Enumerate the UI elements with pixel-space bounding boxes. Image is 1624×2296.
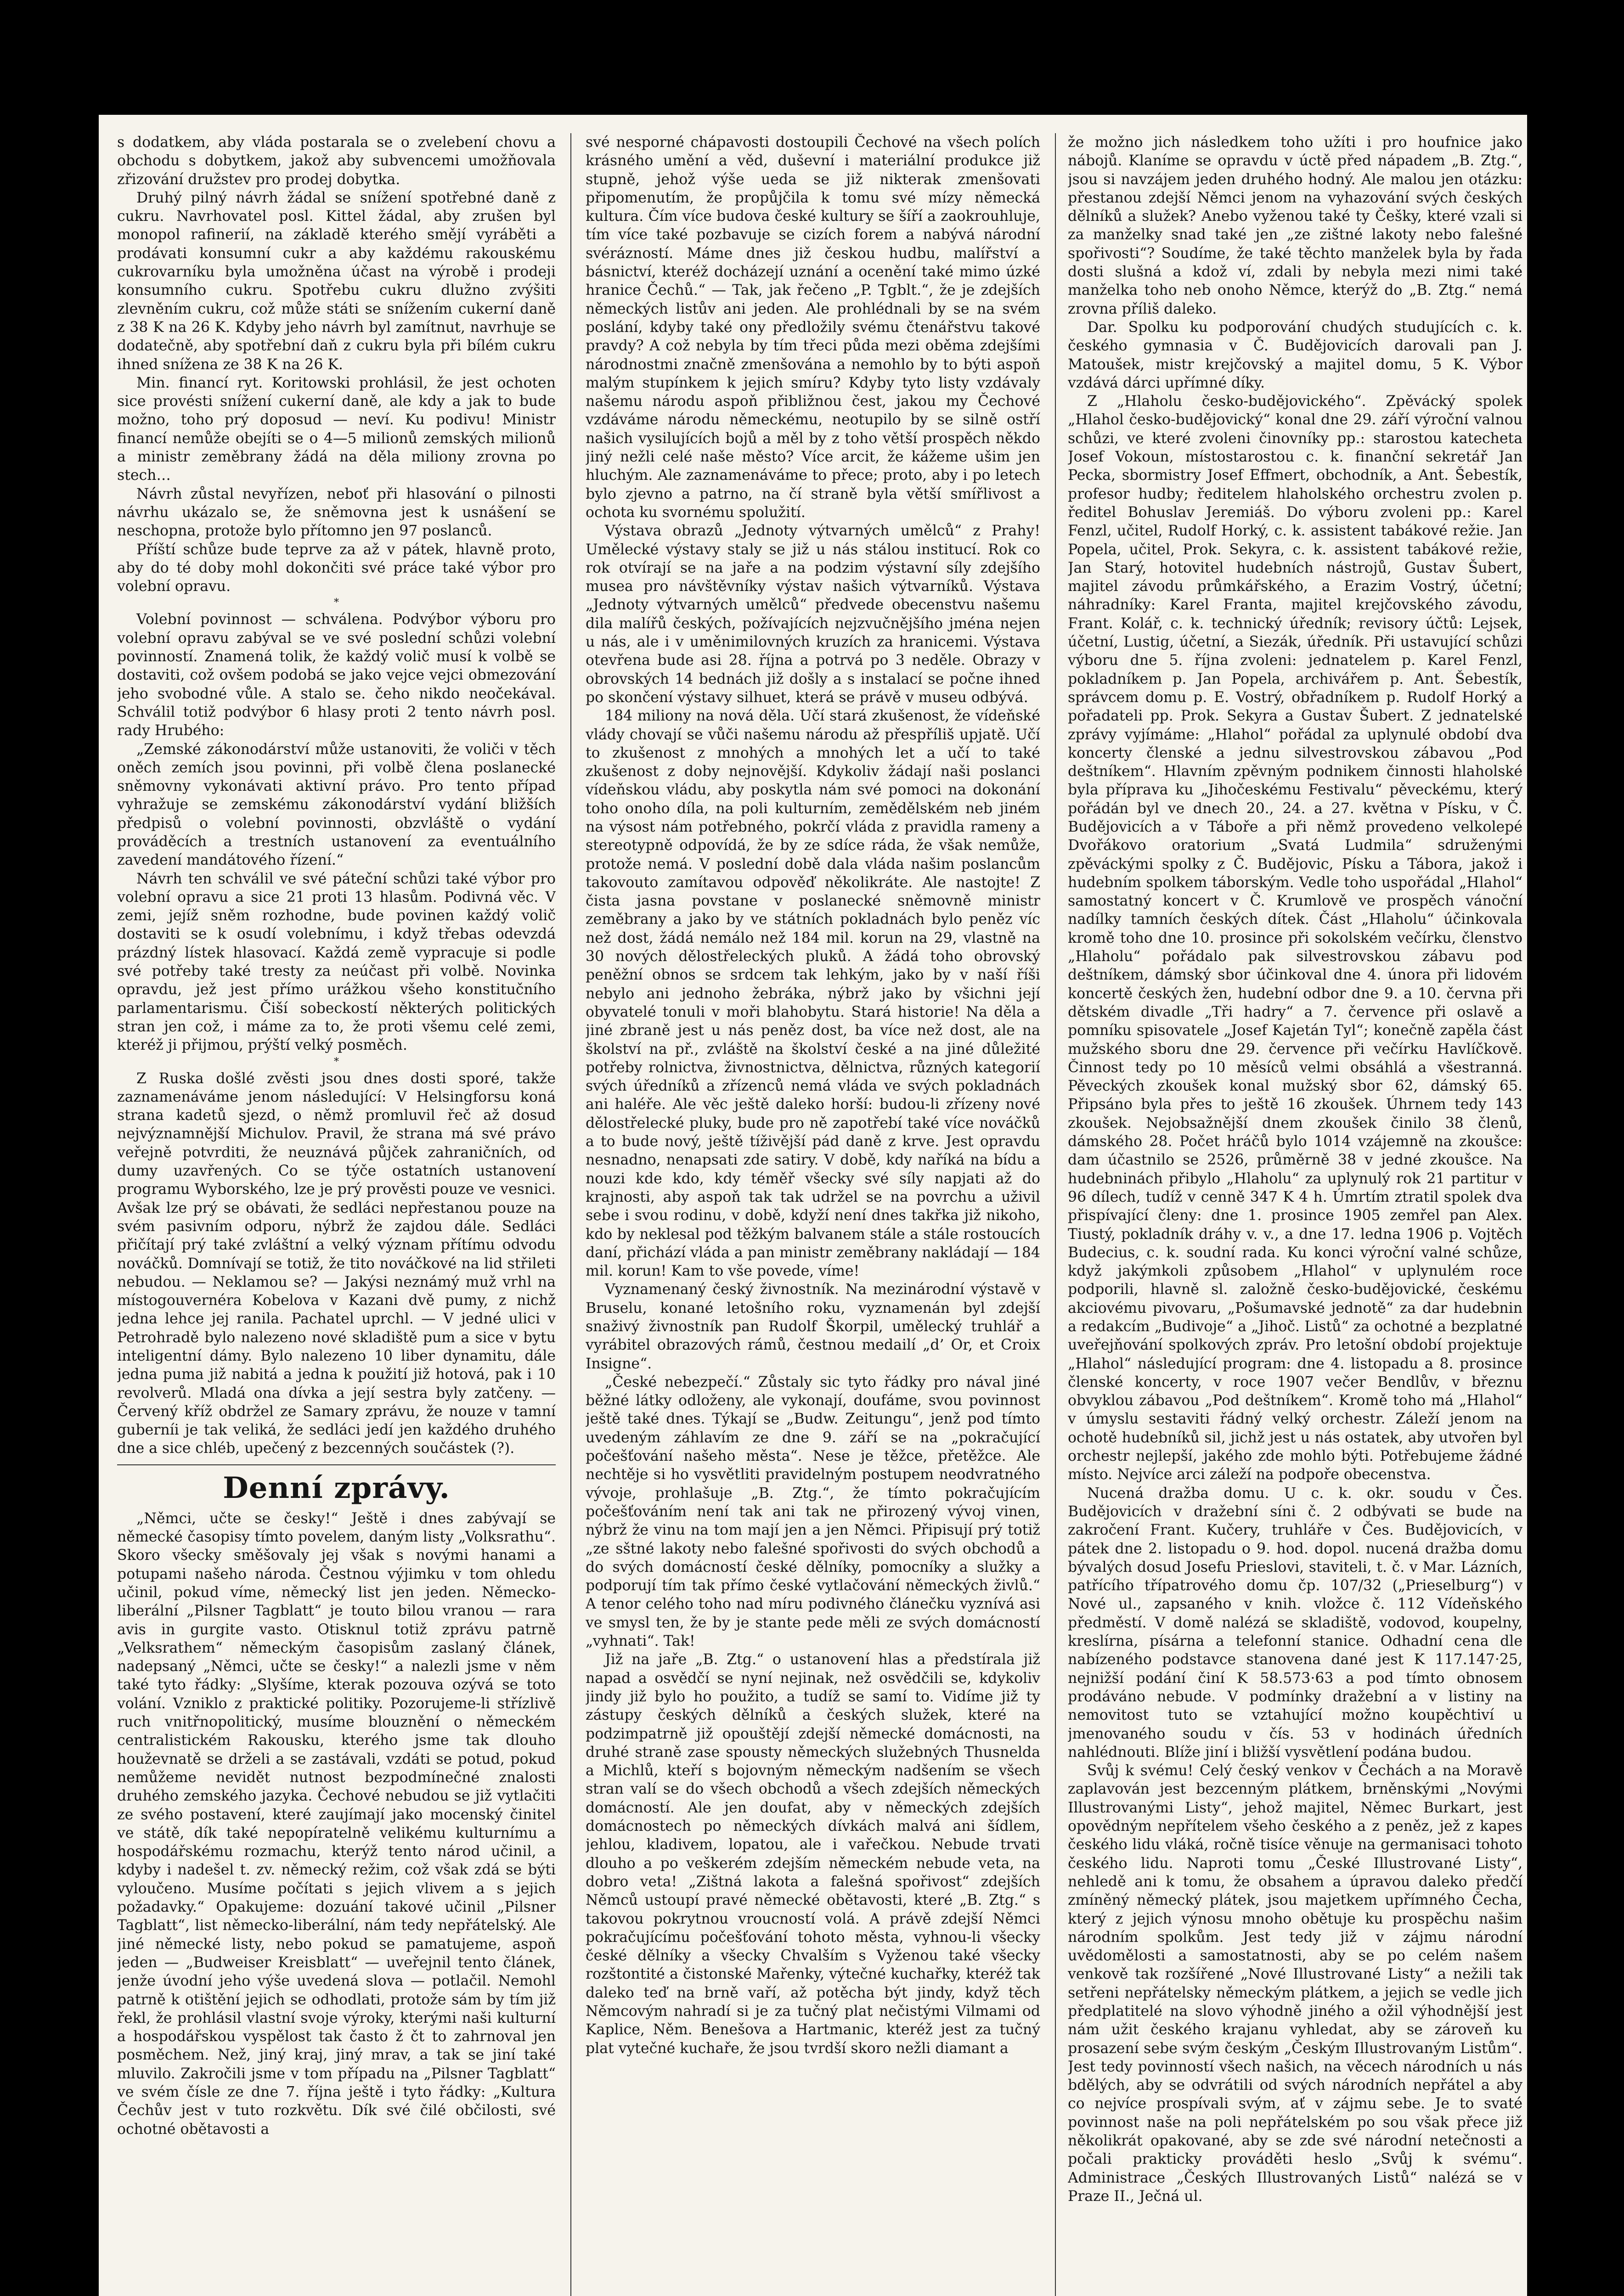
column-rule-2 (1055, 133, 1056, 2296)
col1-para-8: Návrh ten schválil ve své páteční schůzi také výbor pro volební opravu a sice 21 proti 13 hlasům. Podivná věc. V zemi, jejíž sněm rozhodne, bude povinen každý volič dostaviti se k osudí volebnímu, i když třebas odevzdá prázdný lístek hlasovací. Každá země vypracuje si podle své potřeby také tresty za neúčast při volbě. Novinka opravdu, jež jest přímo urážkou všeho konstitučního parlamentarismu. Čiší sobeckostí některých politických stran jen což, i máme za to, že proti všemu celé zemi, kteréž ji přijmou, prýští velký posměch. (117, 870, 556, 1054)
col1-para-3: Min. financí ryt. Koritowski prohlásil, že jest ochoten sice provésti snížení cukerní daně, ale kdy a jak to bude možno, toho prý doposud — neví. Ku podivu! Ministr financí nemůže obejíti se o 4—5 milionů zemských milionů a ministr zeměbrany žádá na děla miliony zrovna po stech… (117, 374, 556, 484)
star-divider: * (334, 597, 339, 609)
section-heading: Denní zprávy. (223, 1470, 450, 1505)
col2-para-6: Již na jaře „B. Ztg.“ o ustanovení hlas a předstírala již napad a osvědčí se nyní nejinak, než osvědčili se, kdykoliv jindy již bylo ho použito, a tudíž se samí to. Vidíme již ty zástupy českých dělníků a českých služek, které na podzimpatrně již opouštějí zdejší německé domácnosti, na druhé straně zase spousty německých služebných Thusnelda a Michlů, kteří s bojovným německým nadšením se všech stran valí se do všech obchodů a všech zdejších německých domácností. Ale jen doufat, aby v německých zdejších domácnostech po německých dívkách malvá ani šídlem, jehlou, kladivem, lopatou, ale i vařečkou. Nebude trvati dlouho a po veškerém zdejším německém nebude veta, na dobro veta! „Zištná lakota a falešná spořivost“ zdejších Němců ustoupí pravé německé obětavosti, které „B. Ztg.“ s takovou pokrytnou vroucností volá. A právě zdejší Němci pokračujícímu počešťování tohoto města, vyhnou-li všecky české dělníky a všecky Chvalším s Vyženou také všecky rozštontité a čistonské Mařenky, výtečné kuchařky, kteréž tak daleko teď na brně vaří, až potěcha být jindy, když těch Němcovým nahradí si je za tučný plat nečistými Vilmami od Kaplice, Něm. Benešova a Hartmanic, kteréž jest za tučný plat vytečné kuchaře, že jsou tvrdší skoro nežli diamant a (586, 1651, 1040, 2057)
col1-para-9: Z Ruska došlé zvěsti jsou dnes dosti sporé, takže zaznamenáváme jenom následující: V Helsingforsu koná strana kadetů sjezd, o němž promluvil řeč až dosud nejvýznamnější Michulov. Pravil, že strana má své právo veřejně potvrditi, že neuznává půjček zahraničních, od dumy uzavřených. Co se týče ostatních ustanovení programu Wyborského, lze je prý prověsti pouze ve vesnici. Avšak lze prý se obávati, že sedláci nepřestanou pouze na svém pasivním odporu, nýbrž že zajdou dále. Sedláci přičítají prý také zvláštní a velký význam přítímu odvodu nováčků. Domnívají se totiž, že tito nováčkové na lid střileti nebudou. — Neklamou se? — Jakýsi neznámý muž vrhl na místogouvernéra Kobelova v Kazani dvě pumy, z nichž jedna lehce jej ranila. Pachatel uprchl. — V jedné ulici v Petrohradě bylo nalezeno nové skladiště pum a sice v bytu inteligentní dámy. Bylo nalezeno 10 liber dynamitu, dále jedna puma již nabitá a jedna k použití již hotová, pak i 10 revolverů. Mladá ona dívka a její sestra byly zatčeny. — Červený kříž obdržel ze Samary zprávu, že nouze v tamní guberníi je tak veliká, že sedláci jedí jen každého druhého dne a sice chléb, upečený z bezcenných součástek (?). (117, 1070, 556, 1457)
column-2 (586, 133, 1040, 2296)
col1-para-4: Návrh zůstal nevyřízen, neboť při hlasování o pilnosti návrhu ukázalo se, že sněmovna jest k usnášení se neschopna, protože bylo přítomno jen 97 poslanců. (117, 485, 556, 540)
col2-para-4: Vyznamenaný český živnostník. Na mezinárodní výstavě v Bruselu, konané letošního roku, vyznamenán byl zdejší snaživý živnostník pan Rudolf Škorpil, umělecký truhlář a vyrábitel obrazových rámů, čestnou medailí „d’ Or, et Croix Insigne“. (586, 1281, 1040, 1372)
col3-para-5: Svůj k svému! Celý český venkov v Čechách a na Moravě zaplavován jest bezcenným plátkem, brněnskými „Novými Illustrovanými Listy“, jehož majitel, Němec Burkart, jest opovědným nepřítelem všeho českého a z peněz, jež z kapes českého lidu vláká, ročně tisíce věnuje na germanisaci tohoto českého lidu. Naproti tomu „České Illustrované Listy“, nehledě ani k tomu, že obsahem a úpravou daleko předčí zmíněný německý plátek, jsou majetkem upřímného Čecha, který z jejich výnosu mnoho obětuje ku prospěchu našim národním spolkům. Jest tedy již v zájmu národní uvědomělosti a samostatnosti, aby se po celém našem venkově tak rozšířené „Nové Illustrované Listy“ a nežili tak setřeni nepřátelsky německým plátkem, a jejich se vedle jich předplatitelé na slovo výhodně jiného a ožil výhodnější jest nám užit českého krajanu vyhledat, aby se zároveň ku prosazení sebe svým českým „Českým Illustrovaným Listům“. Jest tedy povinností všech našich, na věcech národních u nás bdělých, aby se odvrátili od svých národních nepřátel a aby co nejvíce prospívali svým, ať v zájmu sebe. Je to svaté povinnost naše na poli nepřátelském po sou však přece již několikrát opakované, aby se zde své národní netečnosti a počali prakticky prováděti heslo „Svůj k svému“. Administrace „Českých Illustrovaných Listů“ nalézá se v Praze II., Ječná ul. (1068, 1762, 1522, 2205)
col2-para-3: 184 miliony na nová děla. Učí stará zkušenost, že vídeňské vlády chovají se vůči našemu národu až přespříliš upjatě. Učí to zkušenost z mnohých a mnohých let a učí to také zkušenost z doby nejnovější. Kdykoliv žádají naši poslanci vídeňskou vládu, aby poskytla nám své pomoci na dokonání toho onoho díla, na poli kulturním, zemědělském neb jiném na výsost nám potřebného, pokrčí vláda z pravidla rameny a stereotypně odpovídá, že by ze sdíce ráda, že však nemůže, protože nemá. V poslední době dala vláda našim poslancům takovouto zamítavou odpověď několikráte. Ale nastojte! Z čista jasna povstane v poslanecké sněmovně ministr zeměbrany a jako by ve státních pokladnách bylo peněz víc než dost, žádá nemálo než 184 mil. korun na 29, vlastně na 30 nových dělostřeleckých pluků. A žádá toho obrovský peněžní obnos se srdcem tak lehkým, jako by v naší říši nebylo ani jednoho žebráka, nýbrž jako by všichni její obyvatelé tonuli v moři blahobytu. Stará historie! Na děla a jiné zbraně jest u nás peněz dost, ba více než dost, ale na školství na př., zvláště na školství české a na jiné důležité potřeby rolnictva, živnostnictva, dělnictva, různých kategorií svých úředníků a zřízenců nemá vláda ve svých pokladnách ani haléře. Ale věc ještě daleko horší: budou-li zřízeny nové dělostřelecké pluky, bude pro ně zapotřebí také více nováčků a to bude nový, ještě tíživější pád daně z krve. Jest opravdu nesnadno, nenapsati zde satiry. V době, kdy naříká na bídu a nouzi kde kdo, kdy téměř všecky své síly napjati až do krajnosti, aby aspoň tak tak udržel se na povrchu a uživil sebe i svou rodinu, v době, kdyží není dnes takřka již nikoho, kdo by neklesal pod těžkým balvanem stále a stále rostoucích daní, přichází vláda a pan ministr zeměbrany nakládají — 184 mil. korun! Kam to vše povede, víme! (586, 708, 1040, 1280)
col1-para-6: Volební povinnost — schválena. Podvýbor výboru pro volební opravu zabýval se ve své poslední schůzi volební povinností. Znamená tolik, že každý volič musí k volbě se dostaviti, což ovšem podobá se jako vejce vejci obmezování jeho svobodné vůle. A stalo se. čeho nikdo neočekával. Schválil totiž podvýbor 6 hlasy proti 2 tento návrh posl. rady Hrubého: (117, 611, 556, 739)
col3-para-2: Dar. Spolku ku podporování chudých studujících c. k. českého gymnasia v Č. Budějovicích darovali pan J. Matoušek, mistr krejčovský a majitel domu, 5 K. Výbor vzdává dárci upřímné díky. (1068, 319, 1522, 391)
col1-para-10: „Němci, učte se česky!“ Ještě i dnes zabývají se německé časopisy tímto povelem, daným listy „Volksrathu“. Skoro všecky směšovaly jej však s novými hanami a potupami našeho národa. Čestnou výjimku v tom ohledu učinil, pokud víme, německý list jen jeden. Německo-liberální „Pilsner Tagblatt“ je touto bilou vranou — rara avis in gurgite vasto. Otisknul totiž zprávu patrně „Velksrathem“ německým časopisům zaslaný článek, nadepsaný „Němci, učte se česky!“ a nalezli jsme v něm také tyto řádky: „Slyšíme, kterak pozouva ozývá se toto volání. Vzniklo z praktické politiky. Pozorujeme-li střízlivě ruch vnitřnopolitický, musíme blouznění o německém centralistickém Rakousku, kterého jsme tak dlouho houževnatě se drželi a se zastávali, vzdáti se potud, pokud nemůžeme nevidět nutnost bezpodmínečné znalosti druhého zemského jazyka. Čechové nebudou se již vytlačiti ze svého postavení, které zaujímají jako mocenský činitel ve státě, dík také nepopíratelně velikému kulturnímu a hospodářskému rozmachu, kterýž tento národ učinil, a kdyby i nadešel t. zv. německý režim, což však zdá se býti vyloučeno. Musíme počítati s jejich vlivem a s jejich požadavky.“ Opakujeme: dozuání takové učinil „Pilsner Tagblatt“, list německo-liberální, nám tedy nepřátelský. Ale jiné německé listy, nebo pokud se pamatujeme, aspoň jeden — „Budweiser Kreisblatt“ — uveřejnil tento článek, jenže úvodní jeho výše uvedená slova — potlačil. Nemohl patrně k otištění jejich se odhodlati, protože sám by tím již řekl, že prohlásil vlastní svoje výroky, kterými naši kulturní a hospodářskou vyspělost tak často ž čt to zahrnoval jen posměchem. Než, jiný kraj, jiný mrav, a tak se jiní také mluvilo. Zakročili jsme v tom případu na „Pilsner Tagblatt“ ve svém čísle ze dne 7. října ještě i tyto řádky: „Kultura Čechův jest v tuto rozkvětu. Dík své čilé občilosti, své ochotné obětavosti a (117, 1510, 556, 2138)
column-3 (1068, 133, 1522, 2296)
section-divider (117, 1464, 556, 1465)
col3-para-1: že možno jich následkem toho užíti i pro houfnice jako nábojů. Klaníme se opravdu v úctě před nápadem „B. Ztg.“, jsou si navzájem jeden druhého hodný. Ale malou jen otázku: přestanou zdejší Němci jenom na vyhazování svých českých dělníků a služek? Anebo vyženou také ty Češky, které vzali si za manželky snad také jen „ze zištné lakoty nebo falešné spořivosti“? Soudíme, že také těchto manželek byla by řada dosti slušná a kdož ví, zdali by nebyla mezi nimi také manželka toho neb onoho Němce, kterýž do „B. Ztg.“ nemá zrovna příliš daleko. (1068, 134, 1522, 317)
newspaper-page (99, 115, 1527, 2296)
star-divider: * (334, 1056, 339, 1068)
col3-para-3: Z „Hlaholu česko-budějovického“. Zpěvácký spolek „Hlahol česko-budějovický“ konal dne 29. září výroční valnou schůzi, ve které zvoleni činovníky pp.: starostou katecheta Josef Vokoun, místostarostou c. k. finanční sekretář Jan Pecka, sbormistry Josef Effmert, obchodník, a Ant. Šebestík, profesor hudby; ředitelem hlaholského orchestru zvolen p. ředitel Bohuslav Jeremiáš. Do výboru zvoleni pp.: Karel Fenzl, učitel, Rudolf Horký, c. k. assistent tabákové režie. Jan Popela, učitel, Prok. Sekyra, c. k. assistent tabákové režie, Jan Starý, hotovitel hudebních nástrojů, Gustav Šubert, majitel závodu průmkářského, a Erazim Vostrý, účetní; náhradníky: Karel Franta, majitel krejčovského závodu, Frant. Kolář, c. k. technický úředník; revisory účtů: Lejsek, účetní, Lustig, účetní, a Siezák, úředník. Při ustavující schůzi výboru dne 5. října zvoleni: jednatelem p. Karel Fenzl, pokladníkem p. Jan Popela, archivářem p. Ant. Šebestík, správcem domu p. E. Vostrý, obřadníkem p. Rudolf Horký a pořadateli pp. Prok. Sekyra a Gustav Šubert. Z jednatelské zprávy vyjímáme: „Hlahol“ pořádal za uplynulé období dva koncerty členské a jednu silvestrovskou zábavou „Pod deštníkem“. Hlavním zpěvným podnikem činnosti hlaholské byla příprava ku „Jihočeskému Festivalu“ pěveckému, který pořádán byl ve dnech 20., 24. a 27. května v Písku, v Č. Budějovicích a v Táboře a při němž provedeno velkolepé Dvořákovo oratorium „Svatá Ludmila“ sdruženými zpěváckými spolky z Č. Budějovic, Písku a Tábora, jakož i hudebním spolkem táborským. Vedle toho uspořádal „Hlahol“ samostatný koncert v Č. Krumlově ve prospěch vánoční nadílky tamních českých dítek. Část „Hlaholu“ účinkovala kromě toho dne 10. prosince při sokolském večírku, členstvo „Hlaholu“ pořádalo pak silvestrovskou zábavu pod deštníkem, dámský sbor účinkoval dne 4. února při lidovém koncertě českých žen, hudební odbor dne 9. a 10. června při dětském divadle „Tři hadry“ a 7. července při oslavě a pomníku spisovatele „Josef Kajetán Tyl“; konečně zapěla část mužského sboru dne 29. července při večírku Havlíčkově. Činnost tedy po 10 měsíců velmi obsáhlá a všestranná. Pěveckých zkoušek konal mužský sbor 62, dámský 65. Připsáno byla přes to ještě 16 zkoušek. Úhrnem tedy 143 zkoušek. Nejobsažnější dnem zkoušek činilo 38 členů, dámského 28. Počet hráčů bylo 1014 vzájemně na zkoušce: dam účastnilo se 2526, průměrně 38 v jedné zkoušce. Na hudebninách přibylo „Hlaholu“ za uplynulý rok 21 partitur v 96 dílech, tudíž v cenně 347 K 4 h. Úmrtím ztratil spolek dva přispívající členy: dne 1. prosince 1905 zemřel pan Alex. Tiustý, pokladník dráhy v. v., a dne 17. ledna 1906 p. Vojtěch Budecius, c. k. soudní rada. Ku konci výroční valné schůze, když jakýmkoli způsobem „Hlahol“ v uplynulém roce podporili, hlavně sl. založně česko-budějovické, českému akciovému pivovaru, „Pošumavské jednotě“ za dar hudebnin a redakcím „Budivoje“ a „Jihoč. Listů“ za ochotné a bezplatné uveřejňování spolkových zpráv. Pro letošní období projektuje „Hlahol“ následující program: dne 4. listopadu a 8. prosince členské koncerty, v roce 1907 večer Bendlův, v březnu obvyklou zábavou „Pod deštníkem“. Kromě toho má „Hlahol“ v úmyslu sestaviti řádný velký orchestr. Záleží jenom na ochotě hudebníků sil, jichž jest u nás ostatek, aby utvořen byl orchestr nejlepší, jakého zde mohlo býti. Potřebujeme žádné místo. Nejvíce arci záleží na podpoře obecenstva. (1068, 393, 1522, 1483)
col1-para-2: Druhý pilný návrh žádal se snížení spotřebné daně z cukru. Navrhovatel posl. Kittel žádal, aby zrušen byl monopol rafinerií, na základě kterého smějí vyráběti a prodávati konsumní cukr a aby každému rakouskému cukrovarníku byla umožněna účast na výrobě i prodeji konsumního cukru. Spotřebu cukru dlužno zvýšiti zlevněním cukru, což může státi se snížením cukerní daně z 38 K na 26 K. Kdyby jeho návrh byl zamítnut, navrhuje se dodatečně, aby spotřební daň z cukru byla při bílém cukru ihned snížena ze 38 K na 26 K. (117, 189, 556, 373)
col1-para-1: s dodatkem, aby vláda postarala se o zvelebení chovu a obchodu s dobytkem, jakož aby subvencemi umožňovala zřizování družstev pro prodej dobytka. (117, 134, 556, 188)
col3-para-4: Nucená dražba domu. U c. k. okr. soudu v Čes. Budějovicích v dražební síni č. 2 odbývati se bude na zakročení Frant. Kučery, truhláře v Čes. Budějovicích, v pátek dne 2. listopadu o 9. hod. dopol. nucená dražba domu bývalých dosud Josefu Prieslovi, staviteli, t. č. v Mar. Lázních, patřícího třípatrového domu čp. 107/32 („Prieselburg“) v Nové ul., zapsaného v knih. vložce č. 112 Vídeňského předměstí. V domě nalézá se skladiště, vodovod, koupelny, kreslírna, písárna a telefonní stanice. Odhadní cena dle nabízeného podstavce stanovena dané jest K 117.147·25, nejnižší podání činí K 58.573·63 a pod tímto obnosem prodáváno nebude. V podmínky dražební a v listiny na nemovitost tuto se vztahující možno koupěchtiví u jmenovaného soudu v čís. 53 v hodinách úředních nahlédnouti. Blíže jiní i bližší vysvětlení podána budou. (1068, 1485, 1522, 1761)
column-1 (117, 133, 556, 2296)
col2-para-1: své nesporné chápavosti dostoupili Čechové na všech polích krásného umění a věd, duševní i materiální produkce již stupně, jehož výše ueda se již nikterak zmenšovati připomenutím, že propůjčila k tomu své mízy německá kultura. Čím více budova české kultury se šíří a zaokrouhluje, tím více také pozbavuje se cizích forem a nabývá národní svérázností. Máme dnes již českou hudbu, malířství a básnictví, kteréž docházejí uznání a ocenění také mimo úzké hranice Čechů.“ — Tak, jak řečeno „P. Tgblt.“, že je zdejších německých listův ani jeden. Ale prohlédnali by se na svém poslání, kdyby také ony předložily svému čtenářstvu takové pravdy? A což nebyla by tím třeci půda mezi oběma zdejšími národnostmi značně zmenšována a nemohlo by to býti aspoň malým stupínkem k jejich smíru? Kdyby tyto listy vzdávaly našemu národu aspoň přibližnou čest, jakou my Čechové vzdáváme národu německému, neotupilo by se silně ostří našich vysilujících bojů a měl by z toho větší prospěch někdo jiný nežli celé naše město? Více arcit, že kážeme ušim jen hluchým. Ale zaznamenáváme to přece; proto, aby i po letech bylo zjevno a patrno, na čí straně byla větší smířlivost a ochota ku svornému spolužití. (586, 134, 1040, 521)
col1-para-5: Příští schůze bude teprve za až v pátek, hlavně proto, aby do té doby mohl dokončiti své práce také výbor pro volební opravu. (117, 541, 556, 595)
col1-para-7: „Zemské zákonodárství může ustanoviti, že voliči v těch oněch zemích jsou povinni, při volbě člena poslanecké sněmovny vykonávati aktivní právo. Pro tento případ vyhražuje se zemskému zákonodárství vydání bližších předpisů o volební povinnosti, obzvláště o vydání prováděcích a trestních ustanovení za eventuálního zavedení mandátového řízení.“ (117, 741, 556, 869)
col2-para-5: „České nebezpečí.“ Zůstaly sic tyto řádky pro nával jiné běžné látky odloženy, ale vykonají, doufáme, svou povinnost ještě také dnes. Týkají se „Budw. Zeitungu“, jenž pod tímto uvedeným záhlavím ze dne 9. září se na „pokračující počešťování našeho města“. Nese je těžce, přetěžce. Ale nechtěje si ho vysvětliti pravidelným postupem neodvratného vývoje, prohlašuje „B. Ztg.“, že tímto pokračujícím počešťováním není tak ani tak ne přirozený vývoj vinen, nýbrž že vinu na tom mají jen a jen Němci. Připisují prý totiž „ze sštné lakoty nebo falešné spořivosti do svých obchodů a do svých domácností české dělníky, pomocníky a služky a podporují tím tak přímo české vytlačování německých živlů.“ A tenor celého toho nad míru podivného článečku vyznívá asi ve smysl ten, že by je stante pede měli ze svých domácností „vyhnati“. Tak! (586, 1373, 1040, 1650)
column-rule-1 (570, 133, 571, 2296)
col2-para-2: Výstava obrazů „Jednoty výtvarných umělců“ z Prahy! Umělecké výstavy staly se již u nás stálou institucí. Rok co rok otvírají se na jaře a na podzim výstavní síly zdejšího musea pro návštěvníky výstav našich výtvarníků. Výstava „Jednoty výtvarných umělců“ předvede obecenstvu našemu dila malířů českých, požívajících nejzvučnějšího jména nejen u nás, ale i v uměnimilovných kruzích za hranicemi. Výstava otevřena bude asi 28. října a potrvá po 3 neděle. Obrazy v obrovských 14 bednách již došly a s instalací se počne ihned po skončení výstavy silhuet, která se právě v museu odbývá. (586, 523, 1040, 706)
